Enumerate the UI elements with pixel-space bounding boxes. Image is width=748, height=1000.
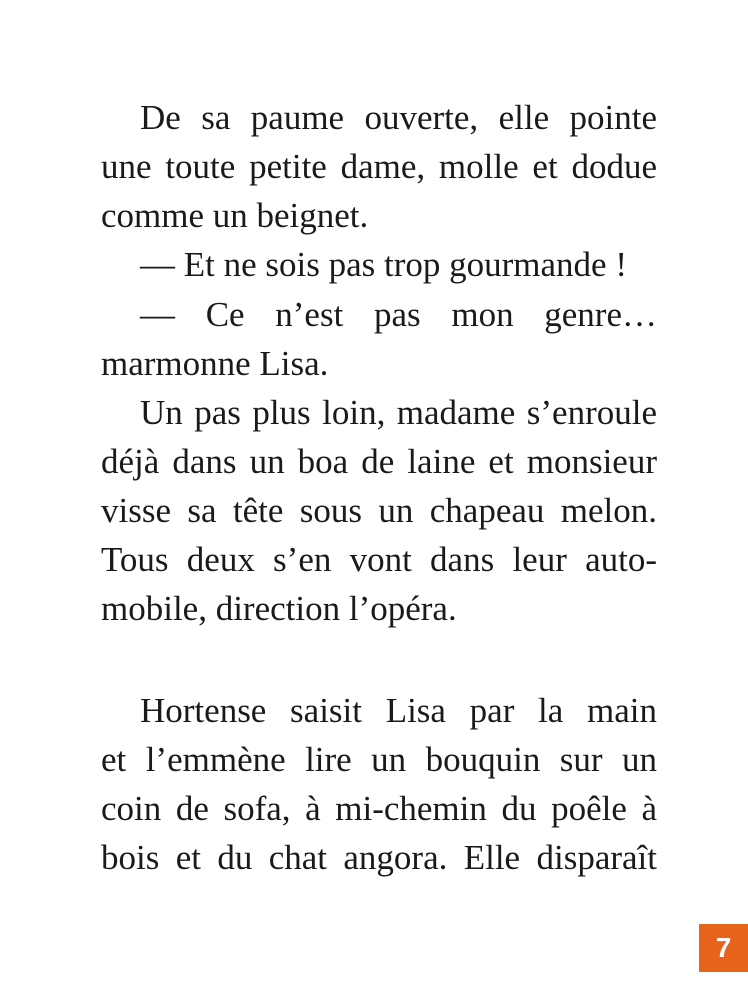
text-line: déjà dans un boa de laine et monsieur	[101, 442, 657, 481]
dialogue-line: — Et ne sois pas trop gourmande !	[140, 245, 627, 284]
page-number-badge: 7	[699, 924, 748, 972]
text-line: bois et du chat angora. Elle disparaît	[101, 838, 657, 877]
text-line: mobile, direction l’opéra.	[101, 589, 457, 628]
text-line: Tous deux s’en vont dans leur auto-	[101, 540, 657, 579]
text-line: coin de sofa, à mi-chemin du poêle à	[101, 789, 657, 828]
text-line: De sa paume ouverte, elle pointe	[140, 98, 657, 137]
text-line: Hortense saisit Lisa par la main	[140, 691, 657, 730]
text-line: comme un beignet.	[101, 196, 369, 235]
text-line: une toute petite dame, molle et dodue	[101, 147, 657, 186]
text-line: marmonne Lisa.	[101, 344, 329, 383]
text-line: et l’emmène lire un bouquin sur un	[101, 740, 657, 779]
text-line: visse sa tête sous un chapeau melon.	[101, 491, 657, 530]
text-line: Un pas plus loin, madame s’enroule	[140, 393, 657, 432]
dialogue-line: — Ce n’est pas mon genre…	[140, 295, 657, 334]
